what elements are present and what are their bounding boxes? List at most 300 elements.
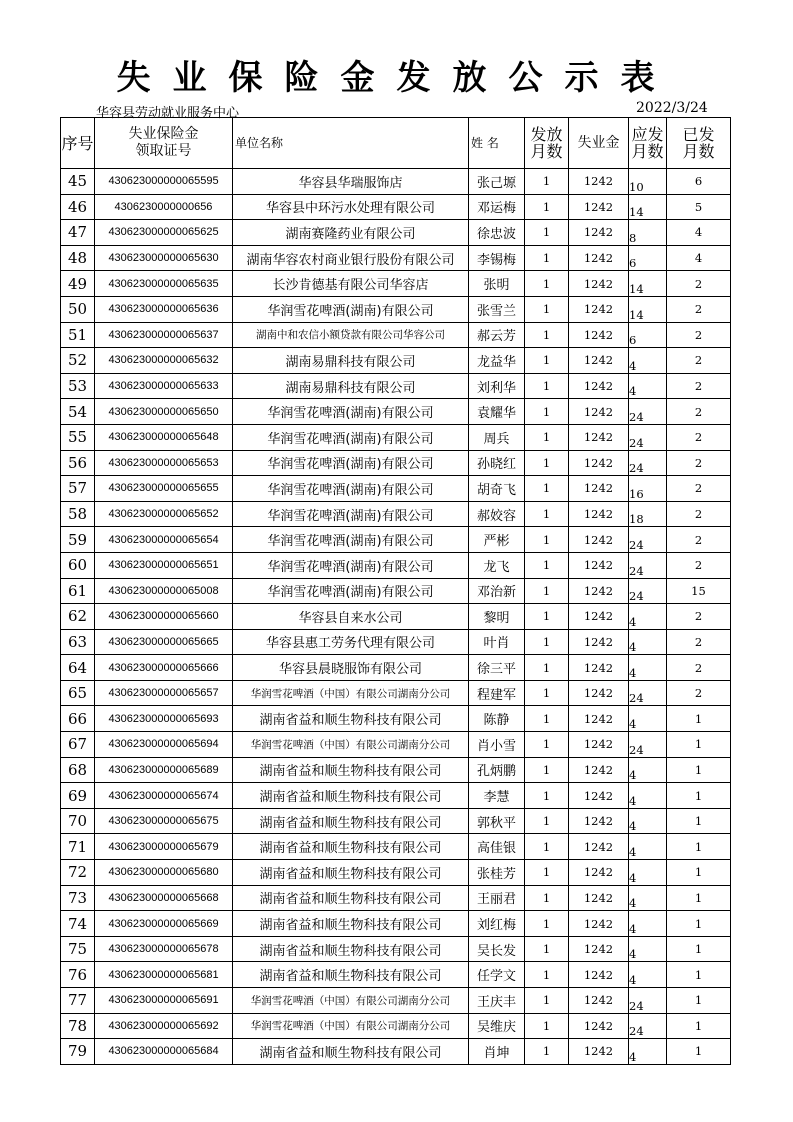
unit-name-cell: 湖南省益和顺生物科技有限公司 — [233, 1039, 469, 1065]
issued-months-cell: 6 — [667, 169, 731, 195]
paid-months-cell: 1 — [525, 424, 569, 450]
unit-name-cell: 湖南省益和顺生物科技有限公司 — [233, 834, 469, 860]
issued-months-cell: 2 — [667, 476, 731, 502]
expected-months-cell: 4 — [629, 348, 667, 374]
seq-cell: 65 — [61, 680, 95, 706]
expected-months-cell: 4 — [629, 604, 667, 630]
paid-months-cell: 1 — [525, 860, 569, 886]
issued-months-cell: 15 — [667, 578, 731, 604]
page-title: 失业保险金发放公示表 — [116, 58, 677, 98]
paid-months-cell: 1 — [525, 757, 569, 783]
unit-name-cell: 华润雪花啤酒(湖南)有限公司 — [233, 399, 469, 425]
table-row — [61, 936, 731, 962]
table-row — [61, 988, 731, 1014]
table-row — [61, 271, 731, 297]
seq-cell: 76 — [61, 962, 95, 988]
cert-number-cell: 430623000000065632 — [95, 348, 233, 374]
unit-name-cell: 湖南省益和顺生物科技有限公司 — [233, 757, 469, 783]
issued-months-cell: 1 — [667, 1013, 731, 1039]
seq-cell: 53 — [61, 373, 95, 399]
header-unit: 单位名称 — [233, 118, 469, 169]
expected-months-cell: 4 — [629, 885, 667, 911]
expected-months-cell: 24 — [629, 552, 667, 578]
amount-cell: 1242 — [569, 860, 629, 886]
person-name-cell: 张己塬 — [469, 169, 525, 195]
amount-cell: 1242 — [569, 680, 629, 706]
person-name-cell: 刘利华 — [469, 373, 525, 399]
expected-months-cell: 14 — [629, 296, 667, 322]
table-row — [61, 783, 731, 809]
cert-number-cell: 430623000000065694 — [95, 732, 233, 758]
cert-number-cell: 430623000000065675 — [95, 808, 233, 834]
header-expected-months: 应发 月数 — [629, 118, 667, 169]
paid-months-cell: 1 — [525, 220, 569, 246]
table-row — [61, 834, 731, 860]
unit-name-cell: 华容县华瑞服饰店 — [233, 169, 469, 195]
person-name-cell: 高佳银 — [469, 834, 525, 860]
unit-name-cell: 湖南华容农村商业银行股份有限公司 — [233, 245, 469, 271]
cert-number-cell: 430623000000065651 — [95, 552, 233, 578]
paid-months-cell: 1 — [525, 834, 569, 860]
person-name-cell: 任学文 — [469, 962, 525, 988]
issued-months-cell: 1 — [667, 962, 731, 988]
seq-cell: 48 — [61, 245, 95, 271]
paid-months-cell: 1 — [525, 501, 569, 527]
issued-months-cell: 1 — [667, 834, 731, 860]
amount-cell: 1242 — [569, 476, 629, 502]
cert-number-cell: 430623000000065692 — [95, 1013, 233, 1039]
issued-months-cell: 2 — [667, 322, 731, 348]
seq-cell: 67 — [61, 732, 95, 758]
unit-name-cell: 华润雪花啤酒(湖南)有限公司 — [233, 527, 469, 553]
unit-name-cell: 华润雪花啤酒(湖南)有限公司 — [233, 450, 469, 476]
amount-cell: 1242 — [569, 885, 629, 911]
table-row — [61, 322, 731, 348]
paid-months-cell: 1 — [525, 527, 569, 553]
cert-number-cell: 430623000000065636 — [95, 296, 233, 322]
cert-number-cell: 430623000000065669 — [95, 911, 233, 937]
expected-months-cell: 4 — [629, 757, 667, 783]
cert-number-cell: 430623000000065625 — [95, 220, 233, 246]
amount-cell: 1242 — [569, 194, 629, 220]
unit-name-cell: 华润雪花啤酒(湖南)有限公司 — [233, 476, 469, 502]
seq-cell: 52 — [61, 348, 95, 374]
expected-months-cell: 8 — [629, 220, 667, 246]
seq-cell: 57 — [61, 476, 95, 502]
issued-months-cell: 4 — [667, 220, 731, 246]
seq-cell: 79 — [61, 1039, 95, 1065]
amount-cell: 1242 — [569, 169, 629, 195]
paid-months-cell: 1 — [525, 1039, 569, 1065]
paid-months-cell: 1 — [525, 988, 569, 1014]
issued-months-cell: 1 — [667, 732, 731, 758]
amount-cell: 1242 — [569, 783, 629, 809]
unit-name-cell: 华润雪花啤酒(湖南)有限公司 — [233, 552, 469, 578]
paid-months-cell: 1 — [525, 936, 569, 962]
table-row — [61, 962, 731, 988]
amount-cell: 1242 — [569, 808, 629, 834]
paid-months-cell: 1 — [525, 373, 569, 399]
issued-months-cell: 1 — [667, 757, 731, 783]
person-name-cell: 张明 — [469, 271, 525, 297]
amount-cell: 1242 — [569, 373, 629, 399]
cert-number-cell: 430623000000065668 — [95, 885, 233, 911]
cert-number-cell: 430623000000065633 — [95, 373, 233, 399]
seq-cell: 64 — [61, 655, 95, 681]
amount-cell: 1242 — [569, 322, 629, 348]
amount-cell: 1242 — [569, 578, 629, 604]
issued-months-cell: 4 — [667, 245, 731, 271]
person-name-cell: 张雪兰 — [469, 296, 525, 322]
cert-number-cell: 430623000000065008 — [95, 578, 233, 604]
paid-months-cell: 1 — [525, 399, 569, 425]
unit-name-cell: 长沙肯德基有限公司华容店 — [233, 271, 469, 297]
paid-months-cell: 1 — [525, 1013, 569, 1039]
expected-months-cell: 4 — [629, 1039, 667, 1065]
issued-months-cell: 2 — [667, 629, 731, 655]
header-seq: 序号 — [61, 118, 95, 169]
table-row — [61, 706, 731, 732]
issued-months-cell: 2 — [667, 552, 731, 578]
table-row — [61, 245, 731, 271]
amount-cell: 1242 — [569, 450, 629, 476]
issued-months-cell: 2 — [667, 424, 731, 450]
issued-months-cell: 2 — [667, 296, 731, 322]
expected-months-cell: 4 — [629, 936, 667, 962]
expected-months-cell: 4 — [629, 655, 667, 681]
amount-cell: 1242 — [569, 911, 629, 937]
amount-cell: 1242 — [569, 988, 629, 1014]
amount-cell: 1242 — [569, 962, 629, 988]
cert-number-cell: 430623000000065653 — [95, 450, 233, 476]
cert-number-cell: 430623000000065680 — [95, 860, 233, 886]
issued-months-cell: 1 — [667, 1039, 731, 1065]
issued-months-cell: 1 — [667, 860, 731, 886]
person-name-cell: 徐忠波 — [469, 220, 525, 246]
seq-cell: 70 — [61, 808, 95, 834]
expected-months-cell: 24 — [629, 399, 667, 425]
person-name-cell: 袁耀华 — [469, 399, 525, 425]
cert-number-cell: 430623000000065678 — [95, 936, 233, 962]
issued-months-cell: 2 — [667, 271, 731, 297]
person-name-cell: 刘红梅 — [469, 911, 525, 937]
cert-number-cell: 430623000000065681 — [95, 962, 233, 988]
cert-number-cell: 430623000000065689 — [95, 757, 233, 783]
person-name-cell: 龙飞 — [469, 552, 525, 578]
seq-cell: 73 — [61, 885, 95, 911]
unit-name-cell: 华润雪花啤酒（中国）有限公司湖南分公司 — [233, 1013, 469, 1039]
person-name-cell: 程建军 — [469, 680, 525, 706]
seq-cell: 74 — [61, 911, 95, 937]
cert-number-cell: 430623000000065654 — [95, 527, 233, 553]
seq-cell: 45 — [61, 169, 95, 195]
header-cert: 失业保险金 领取证号 — [95, 118, 233, 169]
table-row — [61, 501, 731, 527]
issued-months-cell: 1 — [667, 911, 731, 937]
seq-cell: 71 — [61, 834, 95, 860]
cert-number-cell: 430623000000065691 — [95, 988, 233, 1014]
seq-cell: 69 — [61, 783, 95, 809]
amount-cell: 1242 — [569, 655, 629, 681]
paid-months-cell: 1 — [525, 604, 569, 630]
paid-months-cell: 1 — [525, 271, 569, 297]
unit-name-cell: 华容县惠工劳务代理有限公司 — [233, 629, 469, 655]
issued-months-cell: 2 — [667, 604, 731, 630]
seq-cell: 58 — [61, 501, 95, 527]
table-body — [61, 169, 731, 1065]
paid-months-cell: 1 — [525, 450, 569, 476]
amount-cell: 1242 — [569, 348, 629, 374]
expected-months-cell: 16 — [629, 476, 667, 502]
issued-months-cell: 2 — [667, 399, 731, 425]
person-name-cell: 肖小雪 — [469, 732, 525, 758]
issued-months-cell: 2 — [667, 348, 731, 374]
cert-number-cell: 430623000000065693 — [95, 706, 233, 732]
cert-number-cell: 430623000000065674 — [95, 783, 233, 809]
expected-months-cell: 10 — [629, 169, 667, 195]
paid-months-cell: 1 — [525, 680, 569, 706]
unit-name-cell: 湖南省益和顺生物科技有限公司 — [233, 936, 469, 962]
expected-months-cell: 4 — [629, 860, 667, 886]
expected-months-cell: 4 — [629, 629, 667, 655]
issued-months-cell: 2 — [667, 501, 731, 527]
header-amount: 失业金 — [569, 118, 629, 169]
expected-months-cell: 4 — [629, 706, 667, 732]
unit-name-cell: 华润雪花啤酒（中国）有限公司湖南分公司 — [233, 680, 469, 706]
unit-name-cell: 湖南省益和顺生物科技有限公司 — [233, 885, 469, 911]
cert-number-cell: 430623000000065660 — [95, 604, 233, 630]
unit-name-cell: 华润雪花啤酒(湖南)有限公司 — [233, 296, 469, 322]
expected-months-cell: 4 — [629, 834, 667, 860]
amount-cell: 1242 — [569, 399, 629, 425]
cert-number-cell: 4306230000000656 — [95, 194, 233, 220]
person-name-cell: 肖坤 — [469, 1039, 525, 1065]
table-row — [61, 655, 731, 681]
unit-name-cell: 湖南省益和顺生物科技有限公司 — [233, 706, 469, 732]
seq-cell: 56 — [61, 450, 95, 476]
paid-months-cell: 1 — [525, 783, 569, 809]
issued-months-cell: 5 — [667, 194, 731, 220]
person-name-cell: 李慧 — [469, 783, 525, 809]
table-row — [61, 296, 731, 322]
expected-months-cell: 6 — [629, 245, 667, 271]
table-row — [61, 399, 731, 425]
amount-cell: 1242 — [569, 604, 629, 630]
issued-months-cell: 2 — [667, 680, 731, 706]
table-row — [61, 1013, 731, 1039]
table-row — [61, 552, 731, 578]
seq-cell: 75 — [61, 936, 95, 962]
table-header-row — [61, 118, 731, 169]
table-row — [61, 220, 731, 246]
header-paid-months: 发放 月数 — [525, 118, 569, 169]
person-name-cell: 张桂芳 — [469, 860, 525, 886]
table-row — [61, 476, 731, 502]
cert-number-cell: 430623000000065630 — [95, 245, 233, 271]
unit-name-cell: 湖南易鼎科技有限公司 — [233, 348, 469, 374]
seq-cell: 54 — [61, 399, 95, 425]
seq-cell: 72 — [61, 860, 95, 886]
person-name-cell: 徐三平 — [469, 655, 525, 681]
table-row — [61, 194, 731, 220]
expected-months-cell: 24 — [629, 680, 667, 706]
cert-number-cell: 430623000000065679 — [95, 834, 233, 860]
cert-number-cell: 430623000000065595 — [95, 169, 233, 195]
person-name-cell: 王丽君 — [469, 885, 525, 911]
unit-name-cell: 华润雪花啤酒（中国）有限公司湖南分公司 — [233, 732, 469, 758]
unit-name-cell: 湖南省益和顺生物科技有限公司 — [233, 860, 469, 886]
cert-number-cell: 430623000000065648 — [95, 424, 233, 450]
amount-cell: 1242 — [569, 732, 629, 758]
person-name-cell: 严彬 — [469, 527, 525, 553]
expected-months-cell: 14 — [629, 271, 667, 297]
cert-number-cell: 430623000000065666 — [95, 655, 233, 681]
table-row — [61, 680, 731, 706]
publish-date: 2022/3/24 — [636, 100, 708, 116]
issued-months-cell: 1 — [667, 885, 731, 911]
paid-months-cell: 1 — [525, 194, 569, 220]
expected-months-cell: 24 — [629, 424, 667, 450]
issued-months-cell: 1 — [667, 706, 731, 732]
person-name-cell: 吴长发 — [469, 936, 525, 962]
unit-name-cell: 湖南赛隆药业有限公司 — [233, 220, 469, 246]
amount-cell: 1242 — [569, 706, 629, 732]
issued-months-cell: 1 — [667, 783, 731, 809]
person-name-cell: 王庆丰 — [469, 988, 525, 1014]
paid-months-cell: 1 — [525, 578, 569, 604]
person-name-cell: 孔炳鹏 — [469, 757, 525, 783]
seq-cell: 60 — [61, 552, 95, 578]
paid-months-cell: 1 — [525, 245, 569, 271]
paid-months-cell: 1 — [525, 911, 569, 937]
paid-months-cell: 1 — [525, 885, 569, 911]
cert-number-cell: 430623000000065655 — [95, 476, 233, 502]
paid-months-cell: 1 — [525, 808, 569, 834]
paid-months-cell: 1 — [525, 476, 569, 502]
seq-cell: 55 — [61, 424, 95, 450]
issued-months-cell: 1 — [667, 808, 731, 834]
person-name-cell: 李锡梅 — [469, 245, 525, 271]
amount-cell: 1242 — [569, 245, 629, 271]
paid-months-cell: 1 — [525, 629, 569, 655]
cert-number-cell: 430623000000065684 — [95, 1039, 233, 1065]
person-name-cell: 吴维庆 — [469, 1013, 525, 1039]
seq-cell: 66 — [61, 706, 95, 732]
unit-name-cell: 华容县晨晓服饰有限公司 — [233, 655, 469, 681]
issued-months-cell: 2 — [667, 373, 731, 399]
paid-months-cell: 1 — [525, 296, 569, 322]
seq-cell: 47 — [61, 220, 95, 246]
seq-cell: 51 — [61, 322, 95, 348]
table-row — [61, 911, 731, 937]
expected-months-cell: 24 — [629, 988, 667, 1014]
person-name-cell: 周兵 — [469, 424, 525, 450]
paid-months-cell: 1 — [525, 732, 569, 758]
unit-name-cell: 湖南省益和顺生物科技有限公司 — [233, 783, 469, 809]
paid-months-cell: 1 — [525, 706, 569, 732]
unit-name-cell: 湖南省益和顺生物科技有限公司 — [233, 911, 469, 937]
expected-months-cell: 24 — [629, 578, 667, 604]
expected-months-cell: 24 — [629, 732, 667, 758]
expected-months-cell: 14 — [629, 194, 667, 220]
amount-cell: 1242 — [569, 552, 629, 578]
issued-months-cell: 2 — [667, 655, 731, 681]
paid-months-cell: 1 — [525, 655, 569, 681]
unit-name-cell: 华润雪花啤酒(湖南)有限公司 — [233, 578, 469, 604]
person-name-cell: 郝云芳 — [469, 322, 525, 348]
expected-months-cell: 24 — [629, 1013, 667, 1039]
person-name-cell: 邓运梅 — [469, 194, 525, 220]
seq-cell: 59 — [61, 527, 95, 553]
issued-months-cell: 1 — [667, 988, 731, 1014]
amount-cell: 1242 — [569, 1039, 629, 1065]
issued-months-cell: 2 — [667, 450, 731, 476]
table-row — [61, 1039, 731, 1065]
expected-months-cell: 4 — [629, 373, 667, 399]
unit-name-cell: 华润雪花啤酒（中国）有限公司湖南分公司 — [233, 988, 469, 1014]
table-row — [61, 757, 731, 783]
person-name-cell: 郭秋平 — [469, 808, 525, 834]
table-row — [61, 732, 731, 758]
table-row — [61, 885, 731, 911]
seq-cell: 63 — [61, 629, 95, 655]
header-issued-months: 已发 月数 — [667, 118, 731, 169]
expected-months-cell: 24 — [629, 450, 667, 476]
cert-number-cell: 430623000000065657 — [95, 680, 233, 706]
cert-number-cell: 430623000000065650 — [95, 399, 233, 425]
table-row — [61, 373, 731, 399]
seq-cell: 50 — [61, 296, 95, 322]
seq-cell: 49 — [61, 271, 95, 297]
seq-cell: 46 — [61, 194, 95, 220]
paid-months-cell: 1 — [525, 962, 569, 988]
unit-name-cell: 湖南易鼎科技有限公司 — [233, 373, 469, 399]
amount-cell: 1242 — [569, 424, 629, 450]
table-row — [61, 578, 731, 604]
table-row — [61, 629, 731, 655]
amount-cell: 1242 — [569, 1013, 629, 1039]
amount-cell: 1242 — [569, 527, 629, 553]
amount-cell: 1242 — [569, 220, 629, 246]
unit-name-cell: 华容县自来水公司 — [233, 604, 469, 630]
amount-cell: 1242 — [569, 271, 629, 297]
organization-name: 华容县劳动就业服务中心 — [96, 106, 240, 121]
expected-months-cell: 4 — [629, 808, 667, 834]
cert-number-cell: 430623000000065637 — [95, 322, 233, 348]
cert-number-cell: 430623000000065652 — [95, 501, 233, 527]
issued-months-cell: 1 — [667, 936, 731, 962]
person-name-cell: 胡奇飞 — [469, 476, 525, 502]
person-name-cell: 龙益华 — [469, 348, 525, 374]
payment-table — [60, 117, 731, 1065]
unit-name-cell: 湖南省益和顺生物科技有限公司 — [233, 808, 469, 834]
table-row — [61, 604, 731, 630]
cert-number-cell: 430623000000065665 — [95, 629, 233, 655]
person-name-cell: 郝姣容 — [469, 501, 525, 527]
unit-name-cell: 华容县中环污水处理有限公司 — [233, 194, 469, 220]
amount-cell: 1242 — [569, 501, 629, 527]
unit-name-cell: 华润雪花啤酒(湖南)有限公司 — [233, 501, 469, 527]
expected-months-cell: 4 — [629, 962, 667, 988]
table-row — [61, 808, 731, 834]
paid-months-cell: 1 — [525, 322, 569, 348]
person-name-cell: 黎明 — [469, 604, 525, 630]
table-row — [61, 860, 731, 886]
paid-months-cell: 1 — [525, 348, 569, 374]
seq-cell: 61 — [61, 578, 95, 604]
table-row — [61, 348, 731, 374]
cert-number-cell: 430623000000065635 — [95, 271, 233, 297]
